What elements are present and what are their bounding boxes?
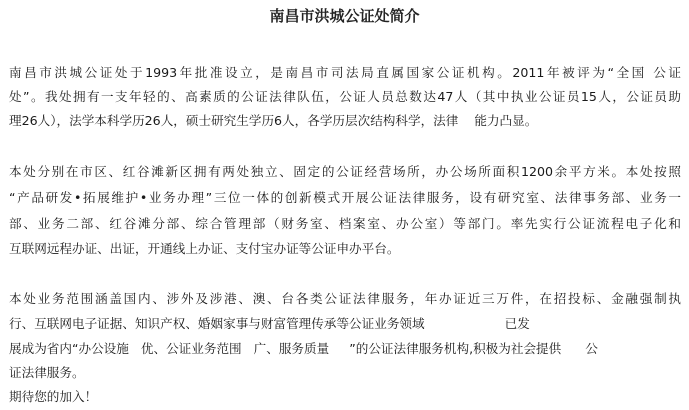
paragraph-1-line-3: 理26人），法学本科学历26人，硕士研究生学历6人，各学历层次结构科学，法律 能力凸显。	[9, 113, 538, 128]
paragraph-3-line-3: 展成为省内“办公设施 优、公证业务范围 广、服务质量 ”的公证法律服务机构,积极为社会提供 公	[9, 341, 598, 356]
paragraph-2-line-3: 部、业务二部、红谷滩分部、综合管理部（财务室、档案室、办公室）等部门。率先实行公证流程电子化和	[9, 216, 681, 231]
paragraph-3-line-2: 行、互联网电子证据、知识产权、婚姻家事与财富管理传承等公证业务领域 已发	[9, 316, 530, 331]
paragraph-2-line-4: 互联网远程办证、出证，开通线上办证、支付宝办证等公证申办平台。	[9, 241, 400, 256]
paragraph-2-line-1: 本处分别在市区、红谷滩新区拥有两处独立、固定的公证经营场所，办公场所面积1200余平方米。本处按照	[9, 164, 681, 179]
page-title: 南昌市洪城公证处简介	[269, 7, 420, 25]
paragraph-3-line-1: 本处业务范围涵盖国内、涉外及涉港、澳、台各类公证法律服务，年办证近三万件，在招投标、金融强制执	[9, 291, 681, 306]
paragraph-2-line-2: “产品研发•拓展维护•业务办理”三位一体的创新模式开展公证法律服务，设有研究室、法律事务部、业务一	[9, 190, 681, 205]
paragraph-1-line-2: 处”。我处拥有一支年轻的、高素质的公证法律队伍，公证人员总数达47人（其中执业公证员15人，公证员助	[9, 89, 681, 104]
paragraph-1-line-1: 南昌市洪城公证处于1993年批准设立，是南昌市司法局直属国家公证机构。2011年被评为“全国 公证	[9, 65, 681, 80]
closing-line: 期待您的加入！	[9, 389, 98, 404]
paragraph-3-line-4: 证法律服务。	[9, 365, 85, 380]
